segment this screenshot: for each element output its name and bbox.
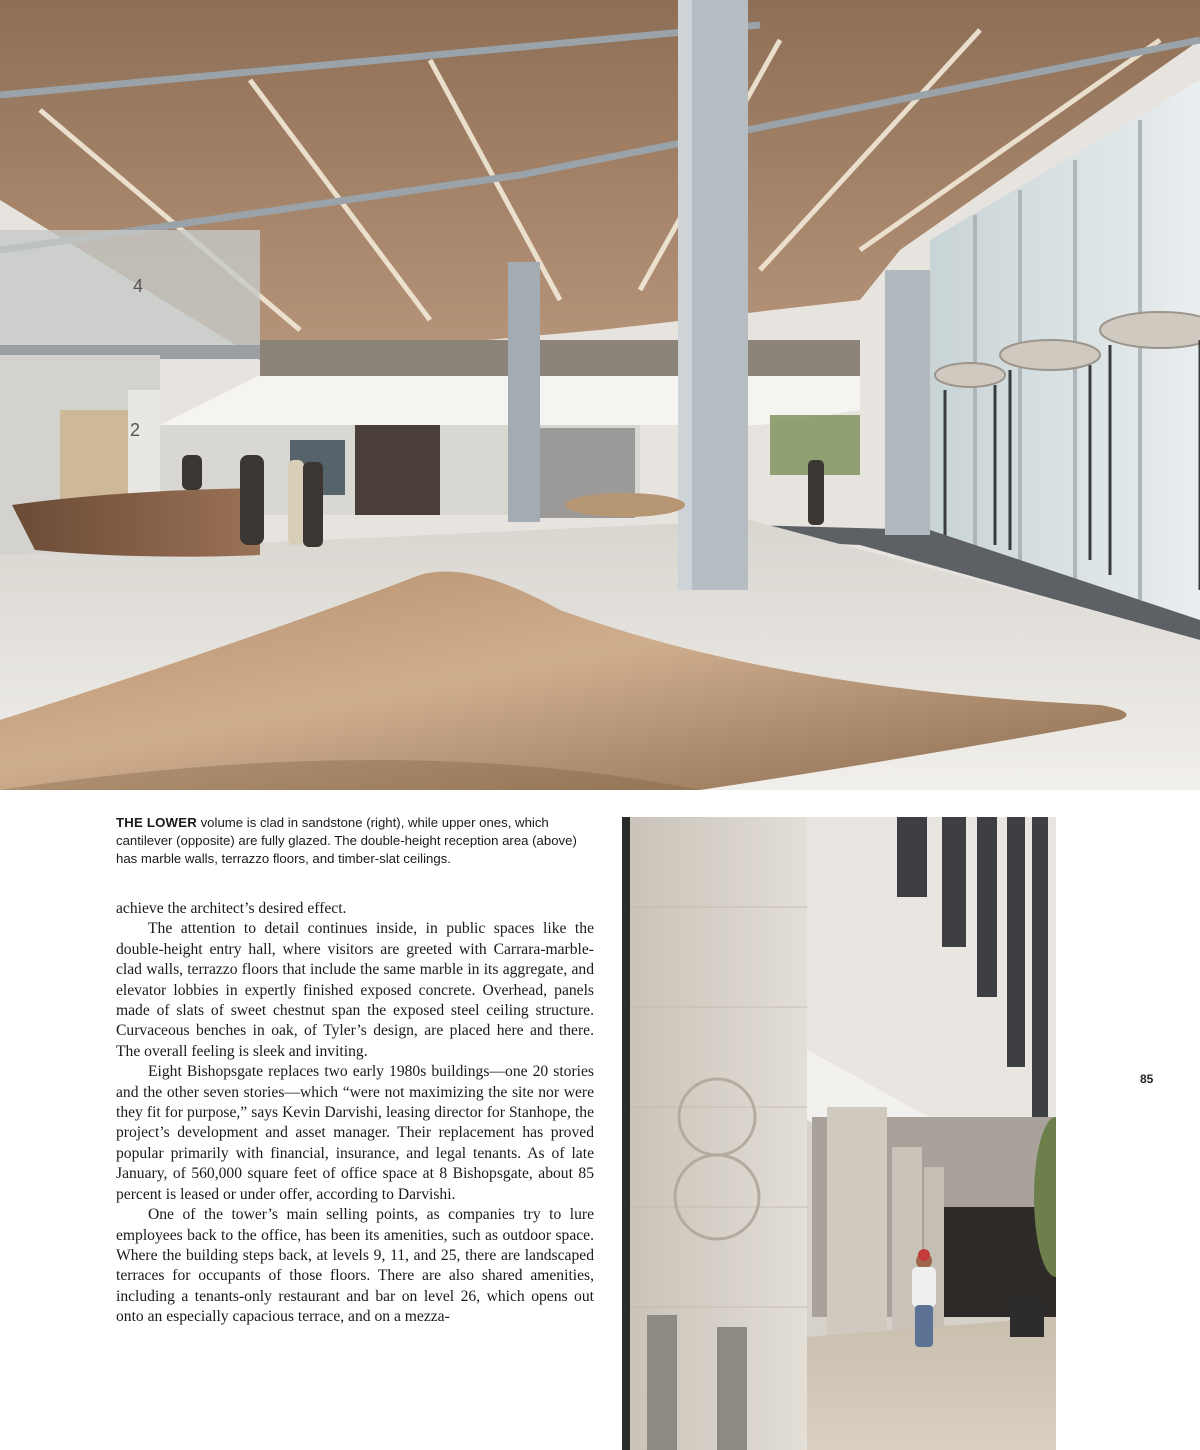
caption-lead: THE LOWER — [116, 815, 197, 830]
facade-photo — [622, 817, 1056, 1450]
floor-label-lower: 2 — [130, 420, 141, 440]
body-paragraph: One of the tower’s main selling points, as companies try to lure employees back to the office, has been its amenities, such as outdoor space. Where the building steps back, at levels 9, 11, and 25, there are landscaped terraces for occupants of those floors. There are also shared amenities, including a tenants-only restaurant and bar on level 26, which opens out onto an especially capacious terrace, and on a mezza- — [116, 1206, 594, 1326]
body-paragraph: achieve the architect’s desired effect. — [116, 900, 347, 917]
caption-text: volume is clad in sandstone (right), while upper ones, which cantilever (opposite) are fully glazed. The double-height reception area (above) has marble walls, terrazzo floors, and timber-slat ceilings. — [116, 815, 577, 866]
floor-label-upper: 4 — [133, 276, 144, 296]
body-paragraph: Eight Bishopsgate replaces two early 1980s buildings—one 20 stories and the other seven stories—which “were not maximizing the site nor were they fit for purpose,” says Kevin Darvishi, leasing director for Stanhope, the project’s development and asset manager. Their replacement has proved popular primarily with financial, insurance, and legal tenants. As of late January, of 560,000 square feet of office space at 8 Bishopsgate, about 85 percent is leased or under offer, according to Darvishi. — [116, 1063, 594, 1203]
article-body — [116, 899, 594, 1328]
photo-caption — [116, 814, 596, 868]
page-number: 85 — [1140, 1072, 1154, 1086]
body-paragraph: The attention to detail continues inside, in public spaces like the double-height entry hall, where visitors are greeted with Carrara-marble-clad walls, terrazzo floors that include the same marble in its aggregate, and elevator lobbies in expertly finished exposed concrete. Overhead, panels made of slats of sweet chestnut span the exposed steel ceiling structure. Curvaceous benches in oak, of Tyler’s design, are placed here and there. The overall feeling is sleek and inviting. — [116, 920, 594, 1060]
